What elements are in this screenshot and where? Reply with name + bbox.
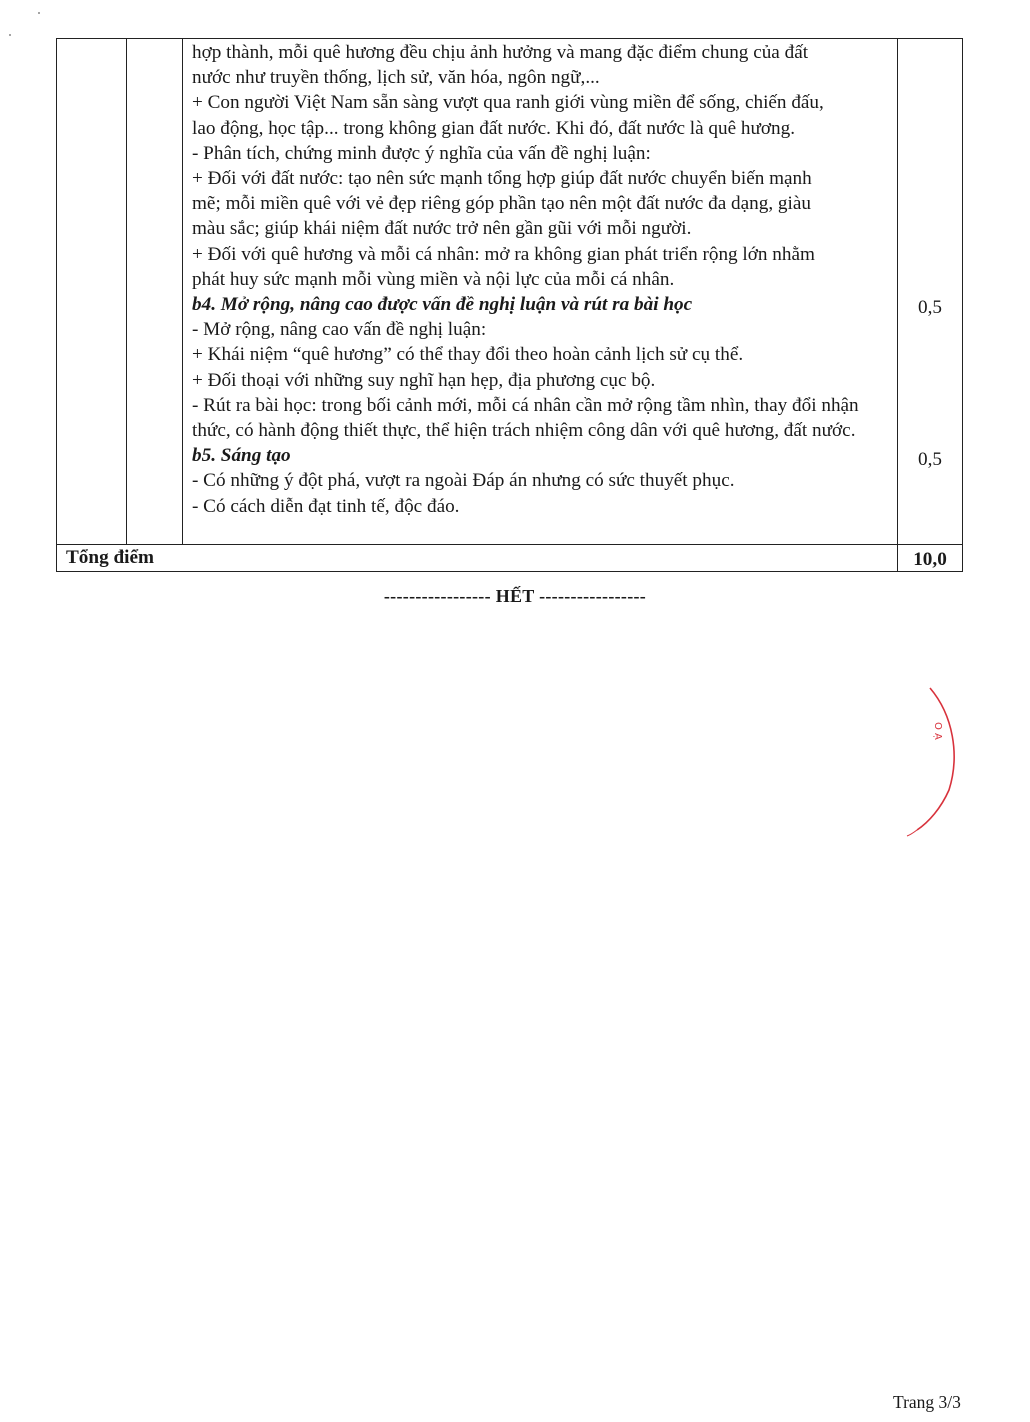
table-column-part bbox=[126, 38, 182, 545]
total-row bbox=[56, 544, 897, 572]
content-line: - Có cách diễn đạt tinh tế, độc đáo. bbox=[192, 495, 460, 517]
total-label: Tổng điểm bbox=[66, 547, 154, 568]
score-b5: 0,5 bbox=[918, 449, 942, 470]
page-number: Trang 3/3 bbox=[893, 1392, 961, 1412]
content-line: mẽ; mỗi miền quê với vẻ đẹp riêng góp phần tạo nên một đất nước đa dạng, giàu bbox=[192, 193, 811, 215]
table-column-section bbox=[56, 38, 126, 545]
content-line: hợp thành, mỗi quê hương đều chịu ảnh hưởng và mang đặc điểm chung của đất bbox=[192, 42, 809, 63]
end-mark: ----------------- HẾT ----------------- bbox=[383, 586, 647, 606]
section-heading: b5. Sáng tạo bbox=[192, 445, 291, 467]
seal-stamp-partial bbox=[905, 680, 965, 840]
scan-speck bbox=[9, 34, 11, 36]
answer-content bbox=[192, 40, 892, 519]
content-line: + Đối thoại với những suy nghĩ hạn hẹp, địa phương cục bộ. bbox=[192, 369, 656, 391]
content-line: - Mở rộng, nâng cao vấn đề nghị luận: bbox=[192, 319, 487, 341]
scan-speck bbox=[38, 12, 40, 14]
content-line: nước như truyền thống, lịch sử, văn hóa, ngôn ngữ,... bbox=[192, 67, 600, 89]
content-line: màu sắc; giúp khái niệm đất nước trở nên gần gũi với mỗi người. bbox=[192, 218, 692, 240]
total-value: 10,0 bbox=[913, 549, 947, 570]
content-line: - Có những ý đột phá, vượt ra ngoài Đáp án nhưng có sức thuyết phục. bbox=[192, 470, 735, 492]
content-line: phát huy sức mạnh mỗi vùng miền và nội lực của mỗi cá nhân. bbox=[192, 268, 675, 290]
content-line: + Khái niệm “quê hương” có thể thay đổi theo hoàn cảnh lịch sử cụ thể. bbox=[192, 344, 744, 366]
content-line: + Đối với đất nước: tạo nên sức mạnh tổng hợp giúp đất nước chuyển biến mạnh bbox=[192, 168, 812, 190]
content-line: thức, có hành động thiết thực, thể hiện trách nhiệm công dân với quê hương, đất nước. bbox=[192, 420, 856, 442]
content-line: + Con người Việt Nam sẵn sàng vượt qua ranh giới vùng miền để sống, chiến đấu, bbox=[192, 92, 824, 114]
content-line: - Rút ra bài học: trong bối cảnh mới, mỗi cá nhân cần mở rộng tầm nhìn, thay đổi nhận bbox=[192, 394, 859, 416]
score-b4: 0,5 bbox=[918, 297, 942, 318]
content-line: + Đối với quê hương và mỗi cá nhân: mở ra không gian phát triển rộng lớn nhằm bbox=[192, 243, 815, 265]
content-line: - Phân tích, chứng minh được ý nghĩa của vấn đề nghị luận: bbox=[192, 142, 651, 164]
seal-text: O Ạ bbox=[932, 722, 943, 740]
content-line: lao động, học tập... trong không gian đất nước. Khi đó, đất nước là quê hương. bbox=[192, 117, 796, 139]
section-heading: b4. Mở rộng, nâng cao được vấn đề nghị luận và rút ra bài học bbox=[192, 294, 693, 316]
